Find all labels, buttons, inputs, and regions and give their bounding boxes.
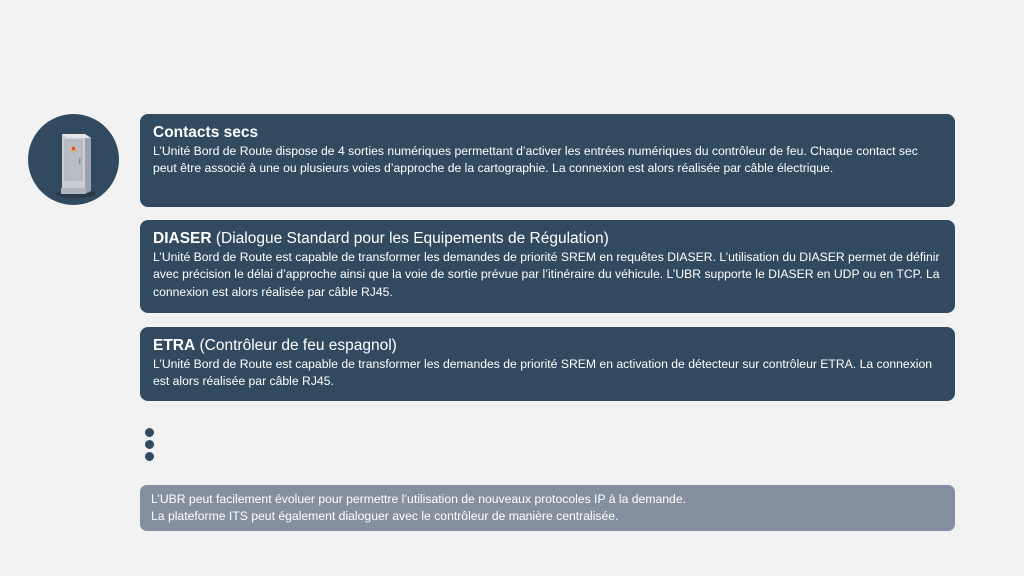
card-title [153,123,943,143]
card-body: L’Unité Bord de Route est capable de transformer les demandes de priorité SREM en requêtes DIASER. L’utilisation du DIASER permet de définir avec précision le délai d’approche ainsi que la voie de sortie prévue par l’itinéraire du véhicule. L’UBR supporte le DIASER en UDP ou en TCP. La connexion est alors réalisée par câble RJ45. [153,250,940,299]
card-title-bold: Contacts secs [153,124,259,141]
card-body: L’Unité Bord de Route dispose de 4 sorties numériques permettant d’activer les entrées numériques du contrôleur de feu. Chaque contact sec peut être associé à une ou plusieurs voies d’approche de la cartographie. La connexion est alors réalisée par câble électrique. [153,144,918,176]
cabinet-illustration [28,114,119,205]
card-diaser [140,220,955,313]
card-title-rest: (Dialogue Standard pour les Equipements de Régulation) [211,230,609,247]
card-body: L’Unité Bord de Route est capable de transformer les demandes de priorité SREM en activation de détecteur sur contrôleur ETRA. La connexion est alors réalisée par câble RJ45. [153,357,933,389]
card-title-rest: (Contrôleur de feu espagnol) [195,337,397,354]
note-line: La plateforme ITS peut également dialoguer avec le contrôleur de manière centralisée. [151,509,619,524]
note-line: L’UBR peut facilement évoluer pour permettre l’utilisation de nouveaux protocoles IP à la demande. [151,492,686,506]
note-box [140,485,955,531]
card-title-bold: ETRA [153,337,196,354]
vertical-ellipsis-icon [144,428,156,464]
card-title [153,229,943,249]
card-title [153,336,943,356]
card-contacts-secs [140,114,955,207]
ellipsis-dot [145,452,154,461]
card-etra [140,327,955,401]
ellipsis-dot [145,428,154,437]
roadside-unit-cabinet-icon [28,114,119,205]
ellipsis-dot [145,440,154,449]
card-title-bold: DIASER [153,230,212,247]
